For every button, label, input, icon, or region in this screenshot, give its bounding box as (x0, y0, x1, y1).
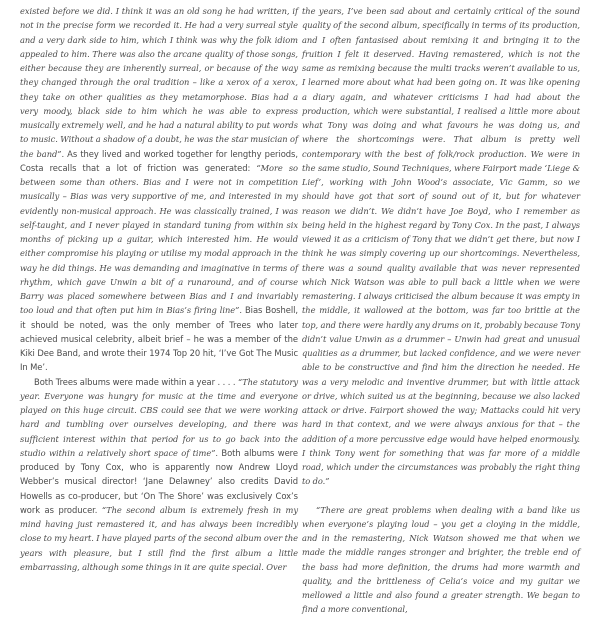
left-column (20, 4, 298, 574)
paragraph (20, 4, 298, 375)
paragraph (302, 503, 580, 617)
paragraph (302, 4, 580, 489)
quote-text: “More so between some than others. Bias and I were not in competition musically – Bias was very supportive of me, and interested in my evidently non-musical approach. He was classically trained, I was self-taught, and I never played in standard tuning from within six months of picking up a guitar, which interested him. He would either compromise his playing or utilise my modal approach in the way he did things. He was demanding and imaginative in terms of rhythm, which gave Unwin a bit of a runaround, and of course Barry was placed somewhere between Bias and I and invariably too loud and that often put him in Bias’s firing line”. (20, 162, 298, 316)
quote-text: existed before we did. I think it was an old song he had written, if not in the precise form we recorded it. He had a very surreal style and a very dark side to him, which I think was why the folk idiom appealed to him. There was also the arcane quality of those songs, either because they are inherently surreal, or because of the way they changed through the oral tradition – like a xerox of a xerox, they take on other qualities as they metamorphose. Bias had a very moody, black side to him which he was able to express musically extremely well, and he had a natural ability to put words to music. Without a shadow of a doubt, he was the star musician of the band”. (20, 6, 298, 159)
quote-text: “The statutory year. Everyone was hungry for music at the time and everyone played on this huge circuit. CBS could see that we were working hard and tumbling over ourselves developing, and there was sufficient interest within that period for us to go back into the studio within a relatively short space of time”. (20, 376, 299, 458)
body-text: Both albums were produced by Tony Cox, who is apparently now Andrew Lloyd Webber’s musical director! ‘Jane Delawney’ also credits David Howells as co-producer, but ‘On The Shore’ was exclusively Cox’s work as producer. (20, 447, 298, 515)
quote-text: the years, I’ve been sad about and certainly critical of the sound quality of the second album, specifically in terms of its production, and I often fantasised about remixing it and bringing it to the fruition I felt it deserved. Having remastered, which is not the same as remixing because the multi tracks weren’t available to us, I learned more about what had been going on. It was like opening a diary again, and whatever criticisms I had had about the production, which were substantial, I realised a little more about what Tony was doing and what favours he was doing us, and where the shortcomings were. That album is pretty well contemporary with the best of folk/rock production. We were in the same studio, Sound Techniques, where Fairport made ‘Liege & Lief’, working with John Wood’s associate, Vic Gamm, so we should have got that sort of sound out of it, but for whatever reason we didn’t. We didn’t have Joe Boyd, who I remember as being held in the highest regard by Tony Cox. In the past, I always viewed it as a criticism of Tony that we didn’t get there, but now I think he was simply covering up our shortcomings. Nevertheless, there was a sound quality available that was never represented which Nick Watson was able to pull back a little when we were remastering. I always criticised the album because it was empty in the middle, it wallowed at the bottom, was far too brittle at the top, and there were hardly any drums on it, probably because Tony didn’t value Unwin as a drummer – Unwin had great and unusual qualities as a drummer, but lacked confidence, and we were never able to be constructive and find him the direction he needed. He was a very melodic and inventive drummer, but with little attack or drive, which suited us at the beginning, because we also lacked attack or drive. Fairport showed the way; Mattacks could hit very hard in that context, and we were always anxious for that – the addition of a more percussive edge would have helped enormously. I think Tony went for something that was far more of a middle road, which under the circumstances was probably the right thing to do.” (302, 6, 580, 487)
quote-text: “The second album is extremely fresh in my mind having just remastered it, and has always been incredibly close to my heart. I have played parts of the second album over the years with pleasure, but I still find the first album a little embarrassing, although some things in it are quite special. Over (20, 504, 299, 572)
paragraph (20, 375, 298, 575)
body-text: Both Trees albums were made within a year . . . . (34, 376, 238, 387)
right-column (302, 4, 580, 617)
quote-text: “There are great problems when dealing with a band like us when everyone’s playing loud – you get a cloying in the middle, and in the remastering, Nick Watson showed me that when we made the middle ranges stronger and brighter, the treble end of the bass had more definition, the drums had more warmth and quality, and the brittleness of Celia’s voice and my guitar we mellowed a little and also found a greater strength. We began to find a more conventional, (302, 504, 580, 615)
body-text: As they lived and worked together for lengthy periods, Costa recalls that a lot of friction was generated: (20, 148, 298, 173)
body-text: Bias Boshell, it should be noted, was the only member of Trees who later achieved musical celebrity, albeit brief – he was a member of the Kiki Dee Band, and wrote their 1974 Top 20 hit, ‘I’ve Got The Music In Me’. (20, 305, 298, 373)
